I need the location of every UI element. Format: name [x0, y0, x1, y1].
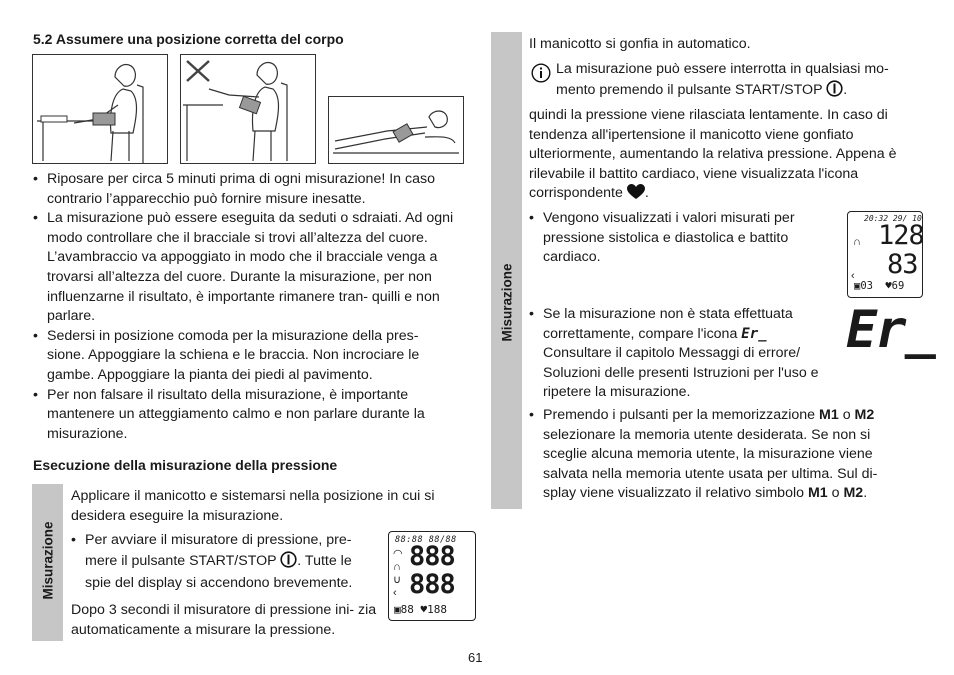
memory-icon: ▣	[854, 280, 861, 292]
list-item: • Sedersi in posizione comoda per la misurazione della pres- sione. Appoggiare la schiena e le braccia. Non incrociare le gambe. Appoggiare la pianta dei piedi al pavimento.	[33, 327, 458, 386]
list-item: • Vengono visualizzati i valori misurati per pressione sistolica e diastolica e battito cardiaco.	[529, 209, 821, 268]
start-text-a: Per avviare il misuratore di pressione, pre- mere il pulsante START/STOP	[85, 532, 352, 569]
or-text: o	[831, 485, 840, 502]
or-text: o	[842, 406, 851, 423]
error-bullet-list	[529, 305, 878, 504]
heart-icon: ♥	[420, 603, 428, 616]
lcd-dia-value: 83	[887, 249, 918, 280]
side-tab-label: Misurazione	[40, 521, 56, 600]
info-paragraph: La misurazione può essere interrotta in qualsiasi mo- mento premendo il pulsante START/STOP .	[556, 60, 916, 103]
heart-icon: ♥	[885, 280, 892, 292]
lcd-all-segments	[388, 531, 476, 621]
pressure-text: quindi la pressione viene rilasciata lentamente. In caso di tendenza all'ipertensione il manicotto viene gonfiato ulteriormente, aumentando la relativa pressione. Appena è rilevabile il battito cardiaco, viene visualizzata l'icona corrispondente	[529, 107, 897, 202]
heart-icon	[627, 184, 645, 207]
list-item	[529, 305, 829, 403]
arrow-icon: ‹	[851, 270, 855, 282]
error-display: Er_	[846, 300, 934, 360]
lcd-dia-value: 888	[409, 569, 455, 600]
info-text: La misurazione può essere interrotta in qualsiasi mo- mento premendo il pulsante START/STOP	[556, 61, 889, 98]
result-bullet-list	[529, 209, 821, 268]
memory-text-b: selezionare la memoria utente desiderata. Se non si sceglie alcuna memoria utente, la misurazione viene salvata nella memoria utente usata per ultima. Sul di- splay viene visualizzato il relativo simbolo	[543, 426, 878, 502]
subheading: Esecuzione della misurazione della pressione	[33, 457, 338, 473]
info-icon	[531, 63, 551, 88]
lying-illustration	[329, 97, 463, 163]
figure-seated-incorrect	[180, 54, 316, 164]
m2-label: M2	[843, 485, 864, 502]
list-item: • La misurazione può essere eseguita da seduti o sdraiati. Ad ogni modo controllare che il bracciale si trovi all’altezza del cuore. L’avambraccio va appoggiato in modo che il bracciale venga a trovarsi all’altezza del cuore. Durante la misurazione, per non influenzarne il risultato, è importante rimanere tran- quilli e non parlare.	[33, 209, 458, 327]
error-text-b: Consultare il capitolo Messaggi di errore/ Soluzioni delle presenti Istruzioni per l'uso e ripetere la misurazione.	[543, 345, 819, 401]
lcd-memory-value: 03	[860, 280, 873, 292]
lcd-sys-value: 128	[878, 220, 924, 251]
list-item: • Riposare per circa 5 minuti prima di ogni misurazione! In caso contrario l’apparecchio può fornire misure inesatte.	[33, 170, 458, 209]
after-paragraph: Dopo 3 secondi il misuratore di pressione ini- zia automaticamente a misurare la pressione.	[71, 602, 377, 638]
lcd-time-date: 88:88 88/88	[395, 535, 457, 545]
pressure-paragraph: quindi la pressione viene rilasciata lentamente. In caso di tendenza all'ipertensione il manicotto viene gonfiato ulteriormente, aumentando la relativa pressione. Appena è rilevabile il battito cardiaco, viene visualizzata l'icona corrispondente .	[529, 106, 919, 207]
dia-icon: ∪	[393, 574, 402, 586]
lcd-pulse-value: 69	[891, 280, 905, 292]
side-tab	[32, 484, 63, 641]
lcd-memory-value: 88	[400, 603, 414, 616]
user-icon: ◠	[393, 548, 403, 560]
m1-label: M1	[819, 406, 839, 423]
seated-correct-illustration	[33, 55, 167, 163]
m1-label: M1	[807, 485, 828, 502]
power-button-icon	[280, 551, 297, 575]
seated-incorrect-illustration	[181, 55, 315, 163]
lcd-sys-value: 888	[409, 541, 455, 572]
list-item: • Per non falsare il risultato della misurazione, è importante mantenere un atteggiamento calmo e non parlare durante la misurazione.	[33, 386, 458, 445]
error-code-inline: Er_	[741, 325, 767, 342]
intro-paragraph: Applicare il manicotto e sistemarsi nella posizione in cui si desidera eseguire la misurazione.	[71, 488, 435, 524]
posture-bullet-list	[33, 170, 458, 444]
lcd-status-icons	[393, 548, 403, 600]
side-tab	[491, 32, 522, 509]
figure-lying	[328, 96, 464, 164]
section-heading: 5.2 Assumere una posizione corretta del corpo	[33, 31, 344, 47]
lcd-bottom-row	[854, 280, 904, 292]
power-button-icon	[826, 80, 843, 104]
lcd-result	[847, 211, 923, 298]
lcd-pulse-value: 188	[427, 603, 447, 616]
list-item: • Premendo i pulsanti per la memorizzazione M1 o M2 selezionare la memoria utente desiderata. Se non si sceglie alcuna memoria utente, la misurazione viene salvata nella memoria utente usata per ultima. Sul di- splay viene visualizzato il relativo simbolo M1 o M2.	[529, 406, 913, 504]
page-number: 61	[468, 650, 483, 665]
memory-text-a: Premendo i pulsanti per la memorizzazione	[543, 406, 816, 423]
lcd-time-date: 20:32 29/ 10	[864, 214, 922, 223]
lcd-bottom-row	[394, 603, 447, 616]
sys-icon: ∩	[853, 236, 861, 248]
list-item	[71, 531, 376, 594]
error-text-a: Se la misurazione non è stata effettuata correttamente, compare l'icona	[543, 306, 793, 342]
memory-icon: ▣	[394, 603, 401, 616]
arrow-icon: ‹	[393, 587, 397, 599]
sys-icon: ∩	[393, 561, 401, 573]
figure-seated-correct	[32, 54, 168, 164]
start-text-b: . Tutte le spie del display si accendono brevemente.	[85, 552, 353, 592]
start-bullet-list	[71, 531, 376, 594]
m2-label: M2	[854, 406, 875, 423]
inflate-paragraph: Il manicotto si gonfia in automatico.	[529, 36, 751, 52]
side-tab-label: Misurazione	[499, 263, 515, 342]
